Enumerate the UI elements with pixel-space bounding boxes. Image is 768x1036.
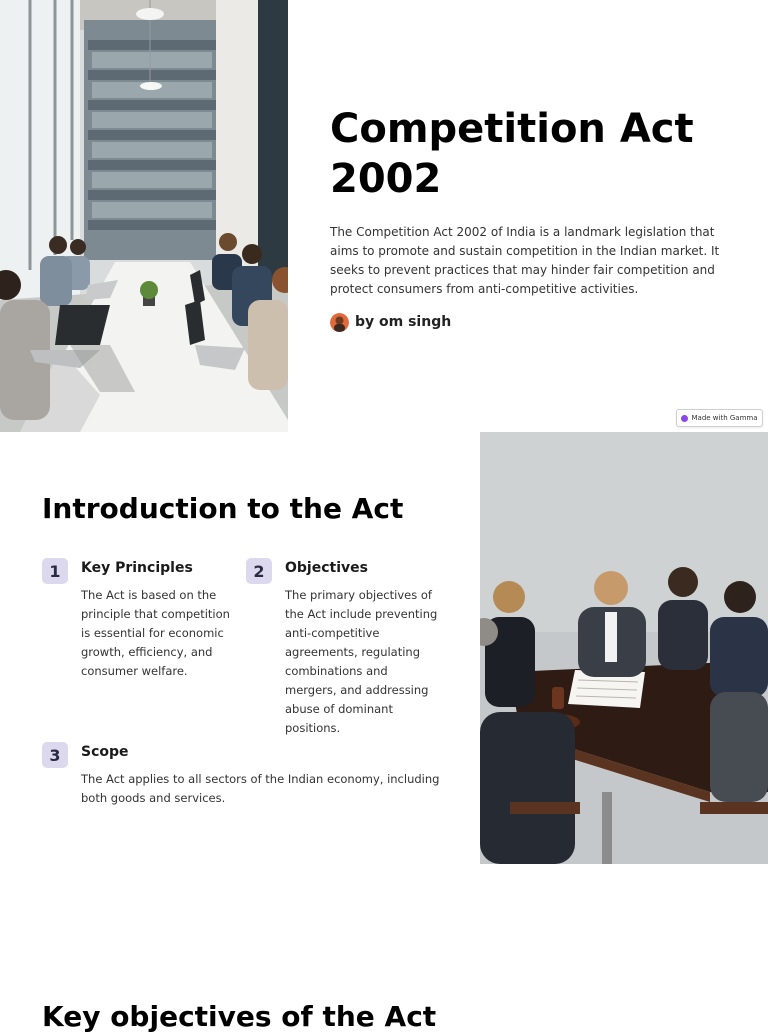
meeting-photo: [480, 432, 768, 864]
gamma-logo-icon: [681, 415, 688, 422]
hero-description: The Competition Act 2002 of India is a landmark legislation that aims to promote and sustain competition in the Indian market. It seeks to prevent practices that may hinder fair competition and protect consumers from anti-competitive activities.: [330, 225, 720, 296]
author-byline: [330, 311, 451, 333]
number-badge: 2: [246, 558, 272, 584]
item-text-objectives: The primary objectives of the Act include preventing anti-competitive agreements, regulating combinations and mergers, and addressing abuse of dominant positions.: [285, 588, 438, 735]
section-title-introduction: Introduction to the Act: [42, 492, 404, 525]
item-text-key-principles: The Act is based on the principle that competition is essential for economic growth, efficiency, and consumer welfare.: [81, 588, 230, 678]
author-name: by om singh: [355, 314, 452, 330]
item-heading-key-principles: Key Principles: [81, 560, 193, 576]
avatar: [330, 313, 349, 332]
section-title-key-objectives: Key objectives of the Act: [42, 1000, 437, 1033]
item-text-scope: The Act applies to all sectors of the Indian economy, including both goods and services.: [81, 772, 440, 805]
item-heading-objectives: Objectives: [285, 560, 368, 576]
office-photo: [0, 0, 288, 432]
made-with-gamma-badge[interactable]: [676, 409, 763, 427]
page-title: Competition Act 2002: [330, 106, 694, 202]
item-heading-scope: Scope: [81, 744, 129, 760]
badge-label: Made with Gamma: [691, 414, 758, 422]
number-badge: 1: [42, 558, 68, 584]
number-badge: 3: [42, 742, 68, 768]
